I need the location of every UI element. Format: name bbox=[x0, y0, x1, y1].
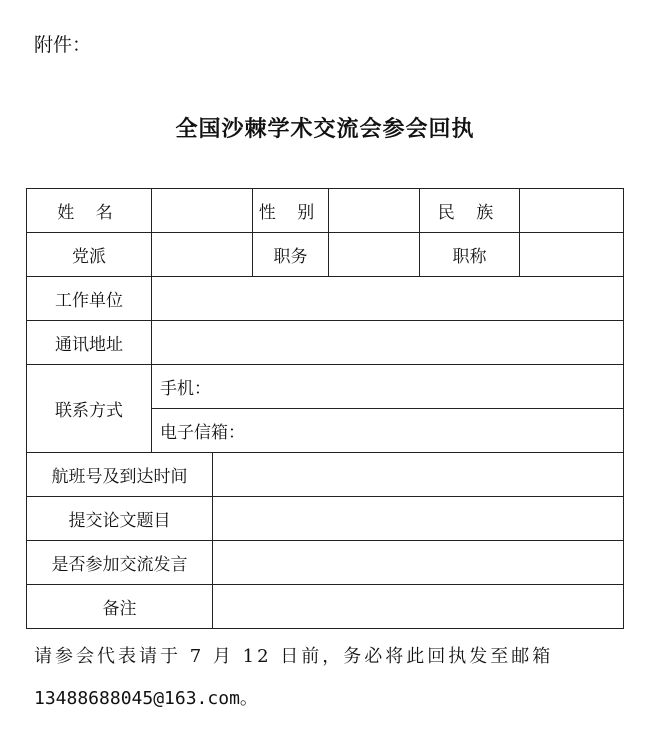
mobile-label: 手机： bbox=[160, 379, 211, 399]
email-label: 电子信箱： bbox=[160, 423, 245, 443]
present-label: 是否参加交流发言 bbox=[27, 541, 213, 585]
ethnicity-field[interactable] bbox=[520, 189, 624, 233]
position-field[interactable] bbox=[329, 233, 420, 277]
gender-field[interactable] bbox=[329, 189, 420, 233]
professional-title-label: 职称 bbox=[420, 233, 520, 277]
table-row bbox=[27, 233, 624, 277]
address-field[interactable] bbox=[152, 321, 624, 365]
gender-label: 性 别 bbox=[253, 189, 329, 233]
table-row bbox=[27, 277, 624, 321]
flight-field[interactable] bbox=[213, 453, 624, 497]
address-label: 通讯地址 bbox=[27, 321, 152, 365]
attachment-label: 附件： bbox=[34, 34, 92, 56]
present-field[interactable] bbox=[213, 541, 624, 585]
paper-title-field[interactable] bbox=[213, 497, 624, 541]
party-field[interactable] bbox=[152, 233, 253, 277]
party-label: 党派 bbox=[27, 233, 152, 277]
email-field[interactable] bbox=[152, 409, 624, 453]
table-row bbox=[27, 189, 624, 233]
table-row bbox=[27, 585, 624, 629]
remarks-field[interactable] bbox=[213, 585, 624, 629]
table-row bbox=[27, 497, 624, 541]
paper-title-label: 提交论文题目 bbox=[27, 497, 213, 541]
contact-email: 13488688045@163.com。 bbox=[34, 688, 258, 709]
submission-note: 请参会代表请于 7 月 12 日前，务必将此回执发至邮箱 bbox=[34, 646, 554, 667]
workplace-field[interactable] bbox=[152, 277, 624, 321]
table-row bbox=[27, 541, 624, 585]
table-row bbox=[27, 321, 624, 365]
registration-form-table bbox=[26, 188, 624, 629]
professional-title-field[interactable] bbox=[520, 233, 624, 277]
flight-label: 航班号及到达时间 bbox=[27, 453, 213, 497]
table-row bbox=[27, 453, 624, 497]
mobile-field[interactable] bbox=[152, 365, 624, 409]
workplace-label: 工作单位 bbox=[27, 277, 152, 321]
position-label: 职务 bbox=[253, 233, 329, 277]
name-label: 姓 名 bbox=[27, 189, 152, 233]
table-row bbox=[27, 365, 624, 409]
page-title: 全国沙棘学术交流会参会回执 bbox=[175, 117, 475, 142]
contact-label: 联系方式 bbox=[27, 365, 152, 453]
remarks-label: 备注 bbox=[27, 585, 213, 629]
name-field[interactable] bbox=[152, 189, 253, 233]
ethnicity-label: 民 族 bbox=[420, 189, 520, 233]
